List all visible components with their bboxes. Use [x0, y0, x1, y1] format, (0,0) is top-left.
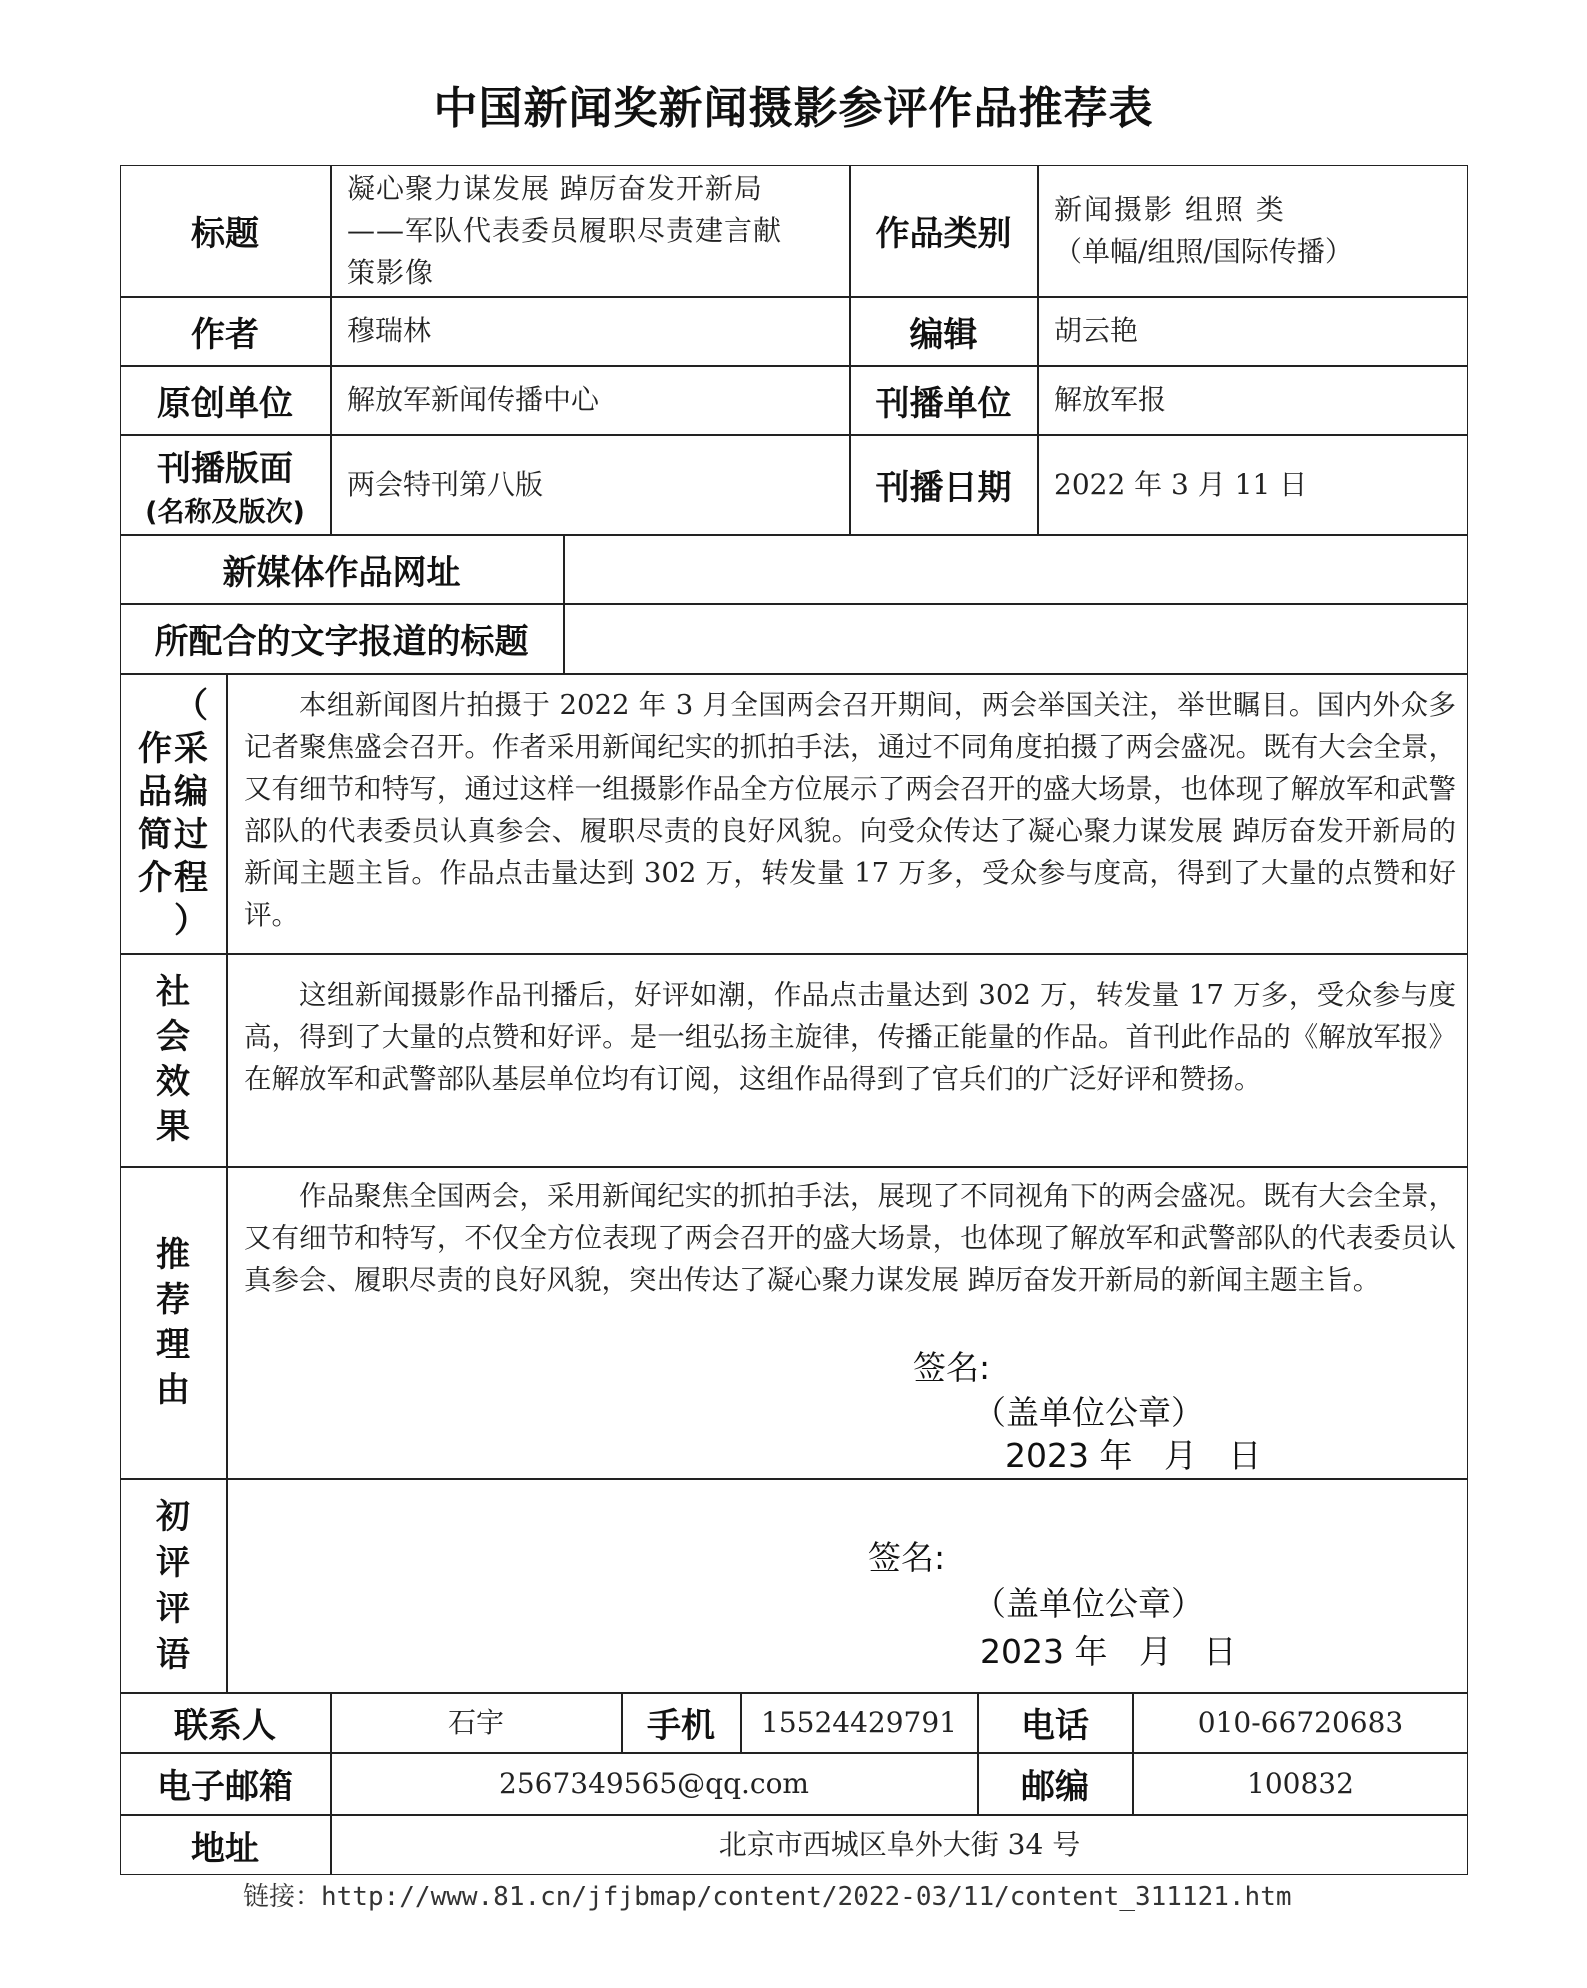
- value-author: 穆瑞林: [347, 314, 432, 347]
- value-email: 2567349565@qq.com: [499, 1766, 809, 1800]
- value-layout-page: 两会特刊第八版: [347, 467, 544, 501]
- social-effect-char: 会: [156, 1017, 190, 1057]
- social-effect-char: 果: [156, 1107, 190, 1147]
- intro-label-char: 品: [138, 771, 172, 812]
- row-divider: [120, 953, 1468, 955]
- value-postcode: 100832: [1247, 1766, 1354, 1800]
- col-divider: [226, 673, 228, 1692]
- recommend-reason-text: 作品聚焦全国两会，采用新闻纪实的抓拍手法，展现了不同视角下的两会盛况。既有大会全景，又有细节和特写，不仅全方位表现了两会召开的盛大场景，也体现了解放军和武警部队的代表委员认真参会、履职尽责的良好风貌，突出传达了凝心聚力谋发展 踔厉奋发开新局的新闻主题主旨。: [244, 1180, 1456, 1296]
- intro-label-char: 简: [138, 814, 172, 855]
- social-effect-char: 效: [156, 1062, 190, 1102]
- title-line-1: 凝心聚力谋发展 踔厉奋发开新局: [347, 171, 763, 205]
- label-contact: 联系人: [174, 1706, 276, 1746]
- label-phone: 电话: [1021, 1706, 1089, 1746]
- value-title: [331, 165, 849, 296]
- intro-label-char: （: [174, 685, 208, 726]
- value-recommend-reason: [244, 1175, 1456, 1301]
- value-origin-unit: 解放军新闻传播中心: [347, 383, 600, 416]
- initial-review-char: 评: [156, 1542, 190, 1583]
- layout-page-label: 刊播版面: [157, 448, 293, 489]
- title-line-2: ——军队代表委员履职尽责建言献: [347, 213, 783, 247]
- intro-label-col-1: [174, 685, 208, 943]
- recommend-date: 2023 年 月 日: [1005, 1436, 1262, 1475]
- recommend-signature-label: 签名:: [913, 1348, 991, 1387]
- initial-review-seal-label: （盖单位公章）: [973, 1584, 1204, 1623]
- recommend-reason-char: 理: [156, 1324, 190, 1365]
- label-title: 标题: [191, 214, 259, 254]
- row-divider: [120, 1166, 1468, 1168]
- initial-review-char: 评: [156, 1588, 190, 1629]
- intro-label-char: 作: [138, 728, 172, 769]
- initial-review-signature-label: 签名:: [868, 1538, 946, 1577]
- intro-label-char: 编: [174, 771, 208, 812]
- category-line-2: （单幅/组照/国际传播）: [1054, 234, 1353, 268]
- value-address: 北京市西城区阜外大街 34 号: [718, 1828, 1081, 1861]
- value-social-effect: [244, 974, 1456, 1100]
- label-recommend-reason: [120, 1167, 226, 1478]
- intro-label-char: 采: [174, 728, 208, 769]
- intro-label-char: 程: [174, 857, 208, 898]
- footer-link[interactable]: 链接：http://www.81.cn/jfjbmap/content/2022-03/11/content_311121.htm: [243, 1882, 1292, 1912]
- recommend-reason-char: 推: [156, 1234, 190, 1275]
- category-line-1: 新闻摄影 组照 类: [1054, 192, 1286, 226]
- recommend-reason-char: 由: [156, 1369, 190, 1410]
- intro-label-col-2: [138, 728, 172, 900]
- label-layout-page: [120, 435, 330, 534]
- value-phone: 010-66720683: [1197, 1705, 1404, 1739]
- label-new-media-url: 新媒体作品网址: [222, 552, 461, 593]
- label-category: 作品类别: [875, 214, 1012, 254]
- recommend-seal-label: （盖单位公章）: [973, 1393, 1204, 1432]
- row-divider: [120, 1478, 1468, 1480]
- label-author: 作者: [191, 314, 259, 355]
- layout-page-sublabel: (名称及版次): [145, 496, 305, 528]
- label-work-intro: [120, 674, 226, 953]
- label-social-effect: [120, 954, 226, 1166]
- label-address: 地址: [191, 1828, 259, 1869]
- intro-text: 本组新闻图片拍摄于 2022 年 3 月全国两会召开期间，两会举国关注，举世瞩目。国内外众多记者聚焦盛会召开。作者采用新闻纪实的抓拍手法，通过不同角度拍摄了两会盛况。既有大会全景，又有细节和特写，通过这样一组摄影作品全方位展示了两会召开的盛大场景，也体现了解放军和武警部队的代表委员认真参会、履职尽责的良好风貌。向受众传达了凝心聚力谋发展 踔厉奋发开新局的新闻主题主旨。作品点击量达到 302 万，转发量 17 万多，受众参与度高，得到了大量的点赞和好评。: [244, 689, 1456, 931]
- row-divider: [120, 673, 1468, 675]
- intro-label-char: ）: [174, 900, 208, 941]
- value-contact: 石宇: [447, 1705, 504, 1739]
- label-email: 电子邮箱: [157, 1767, 293, 1807]
- value-publish-date: 2022 年 3 月 11 日: [1054, 467, 1308, 501]
- document-title: 中国新闻奖新闻摄影参评作品推荐表: [433, 83, 1154, 134]
- social-effect-text: 这组新闻摄影作品刊播后，好评如潮，作品点击量达到 302 万，转发量 17 万多，受众参与度高，得到了大量的点赞和好评。是一组弘扬主旋律，传播正能量的作品。首刊此作品的《解放军报》在解放军和武警部队基层单位均有订阅，这组作品得到了官兵们的广泛好评和赞扬。: [244, 979, 1456, 1095]
- value-new-media-url: [564, 535, 1468, 603]
- value-editor: 胡云艳: [1054, 314, 1139, 347]
- title-line-3: 策影像: [347, 255, 435, 289]
- label-publish-unit: 刊播单位: [875, 383, 1012, 424]
- intro-label-char: 介: [138, 857, 172, 898]
- value-mobile: 15524429791: [761, 1705, 957, 1739]
- initial-review-date: 2023 年 月 日: [980, 1632, 1237, 1671]
- label-publish-date: 刊播日期: [875, 468, 1012, 508]
- recommend-reason-char: 荐: [156, 1279, 190, 1320]
- initial-review-char: 初: [156, 1496, 190, 1537]
- label-postcode: 邮编: [1021, 1767, 1089, 1807]
- label-editor: 编辑: [909, 314, 978, 355]
- label-initial-review: [120, 1479, 226, 1692]
- value-publish-unit: 解放军报: [1054, 383, 1167, 416]
- initial-review-char: 语: [156, 1634, 190, 1675]
- value-work-intro: [244, 684, 1456, 936]
- social-effect-char: 社: [156, 972, 190, 1012]
- label-origin-unit: 原创单位: [157, 383, 293, 424]
- value-category: [1038, 165, 1468, 296]
- value-related-article-title: [564, 604, 1468, 673]
- label-related-article-title: 所配合的文字报道的标题: [154, 622, 529, 662]
- intro-label-char: 过: [174, 814, 208, 855]
- label-mobile: 手机: [647, 1706, 715, 1746]
